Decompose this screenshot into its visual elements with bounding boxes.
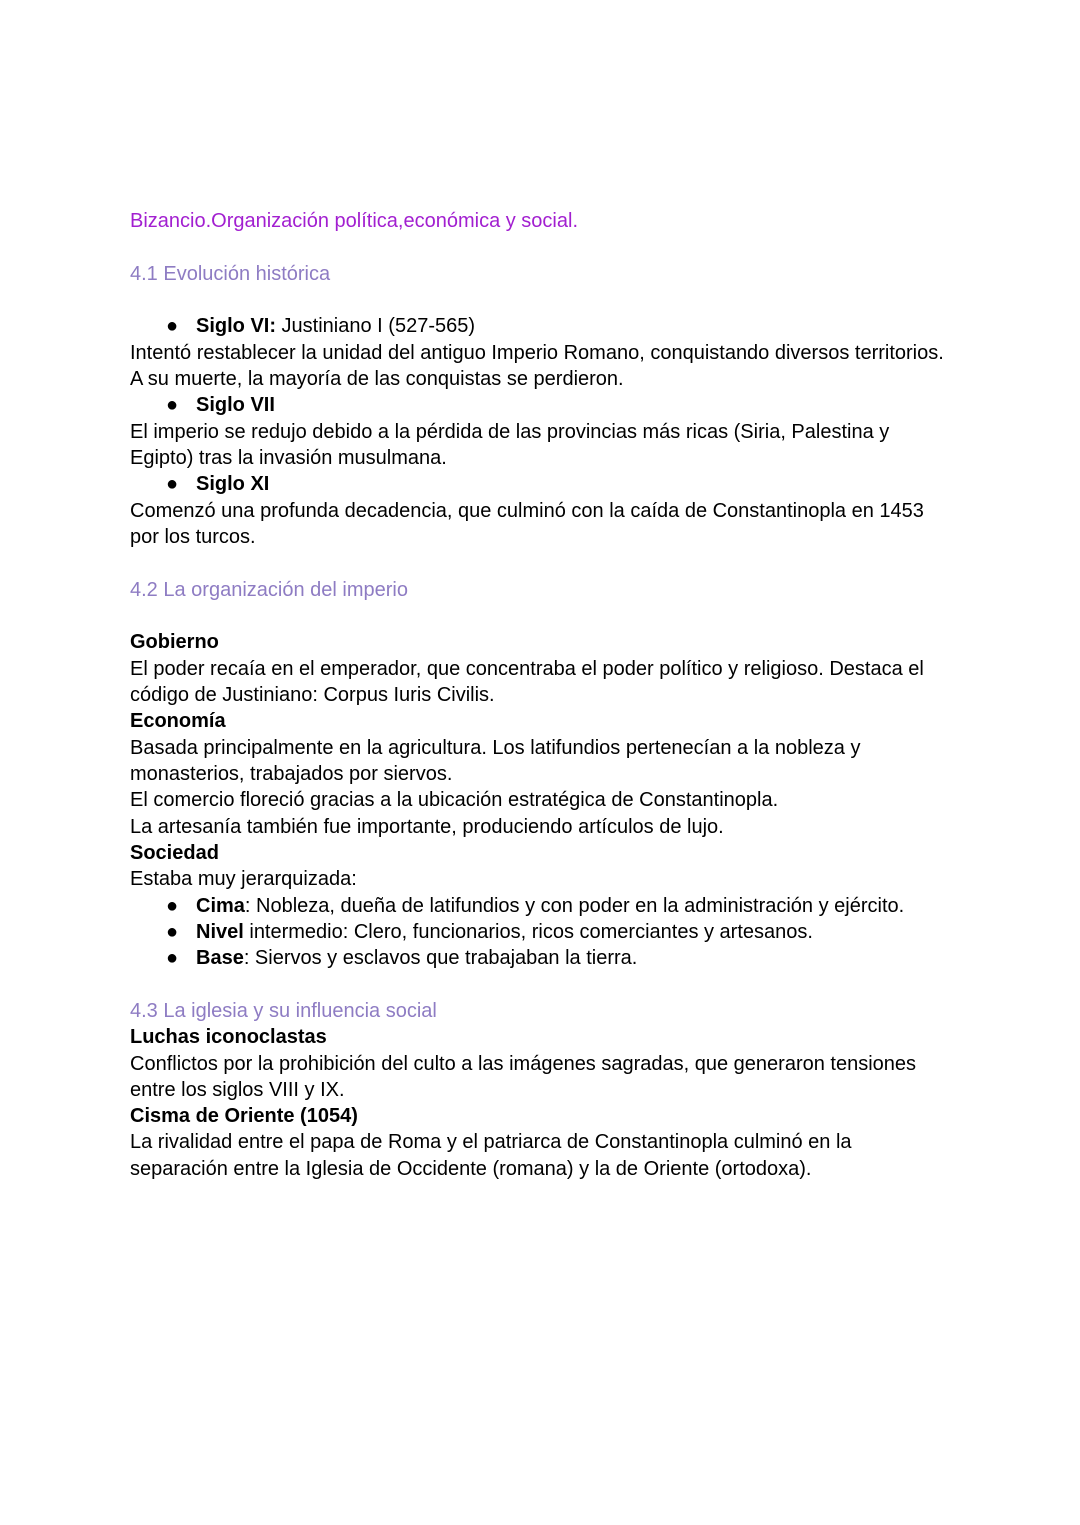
section-heading-4-1: 4.1 Evolución histórica (130, 262, 331, 285)
section-heading-4-2: 4.2 La organización del imperio (130, 578, 408, 601)
list-item: ● Siglo VII (130, 392, 990, 418)
subheading-economia: Economía (130, 710, 226, 733)
paragraph-line: El comercio floreció gracias a la ubicación estratégica de Constantinopla. (130, 789, 779, 812)
subheading-sociedad: Sociedad (130, 841, 219, 864)
paragraph-line: La rivalidad entre el papa de Roma y el patriarca de Constantinopla culminó en la (130, 1131, 852, 1154)
paragraph-line: Egipto) tras la invasión musulmana. (130, 446, 447, 469)
subheading-cisma: Cisma de Oriente (1054) (130, 1105, 358, 1128)
paragraph-line: A su muerte, la mayoría de las conquistas se perdieron. (130, 367, 624, 390)
paragraph-line: Intentó restablecer la unidad del antiguo Imperio Romano, conquistando diversos territorios. (130, 341, 944, 364)
paragraph-line: Estaba muy jerarquizada: (130, 868, 357, 891)
bullet-icon: ● (166, 394, 179, 417)
bullet-icon: ● (166, 894, 179, 917)
document-body (130, 208, 990, 1182)
list-item: ● Siglo XI (130, 471, 990, 497)
bullet-icon: ● (166, 315, 179, 338)
bullet-icon: ● (166, 947, 179, 970)
list-item: ● Siglo VI: Justiniano I (527-565) (130, 313, 990, 339)
paragraph-line: código de Justiniano: Corpus Iuris Civilis. (130, 683, 495, 706)
list-item: ● Nivel intermedio: Clero, funcionarios, ricos comerciantes y artesanos. (130, 919, 990, 945)
paragraph-line: Conflictos por la prohibición del culto a las imágenes sagradas, que generaron tensiones (130, 1052, 917, 1075)
bullet-icon: ● (166, 473, 179, 496)
paragraph-line: separación entre la Iglesia de Occidente (romana) y la de Oriente (ortodoxa). (130, 1157, 812, 1180)
bullet-icon: ● (166, 920, 179, 943)
document-title: Bizancio.Organización política,económica y social. (130, 210, 578, 232)
subheading-gobierno: Gobierno (130, 631, 219, 654)
paragraph-line: entre los siglos VIII y IX. (130, 1078, 345, 1101)
paragraph-line: El imperio se redujo debido a la pérdida de las provincias más ricas (Siria, Palestina y (130, 420, 890, 443)
list-item: ● Base: Siervos y esclavos que trabajaban la tierra. (130, 945, 990, 971)
subheading-luchas: Luchas iconoclastas (130, 1026, 327, 1049)
paragraph-line: El poder recaía en el emperador, que concentraba el poder político y religioso. Destaca el (130, 657, 924, 680)
paragraph-line: monasterios, trabajados por siervos. (130, 762, 453, 785)
paragraph-line: La artesanía también fue importante, produciendo artículos de lujo. (130, 815, 724, 838)
section-heading-4-3: 4.3 La iglesia y su influencia social (130, 999, 437, 1022)
paragraph-line: por los turcos. (130, 525, 256, 548)
list-item: ● Cima: Nobleza, dueña de latifundios y con poder en la administración y ejército. (130, 893, 990, 919)
paragraph-line: Basada principalmente en la agricultura. Los latifundios pertenecían a la nobleza y (130, 736, 861, 759)
paragraph-line: Comenzó una profunda decadencia, que culminó con la caída de Constantinopla en 1453 (130, 499, 924, 522)
